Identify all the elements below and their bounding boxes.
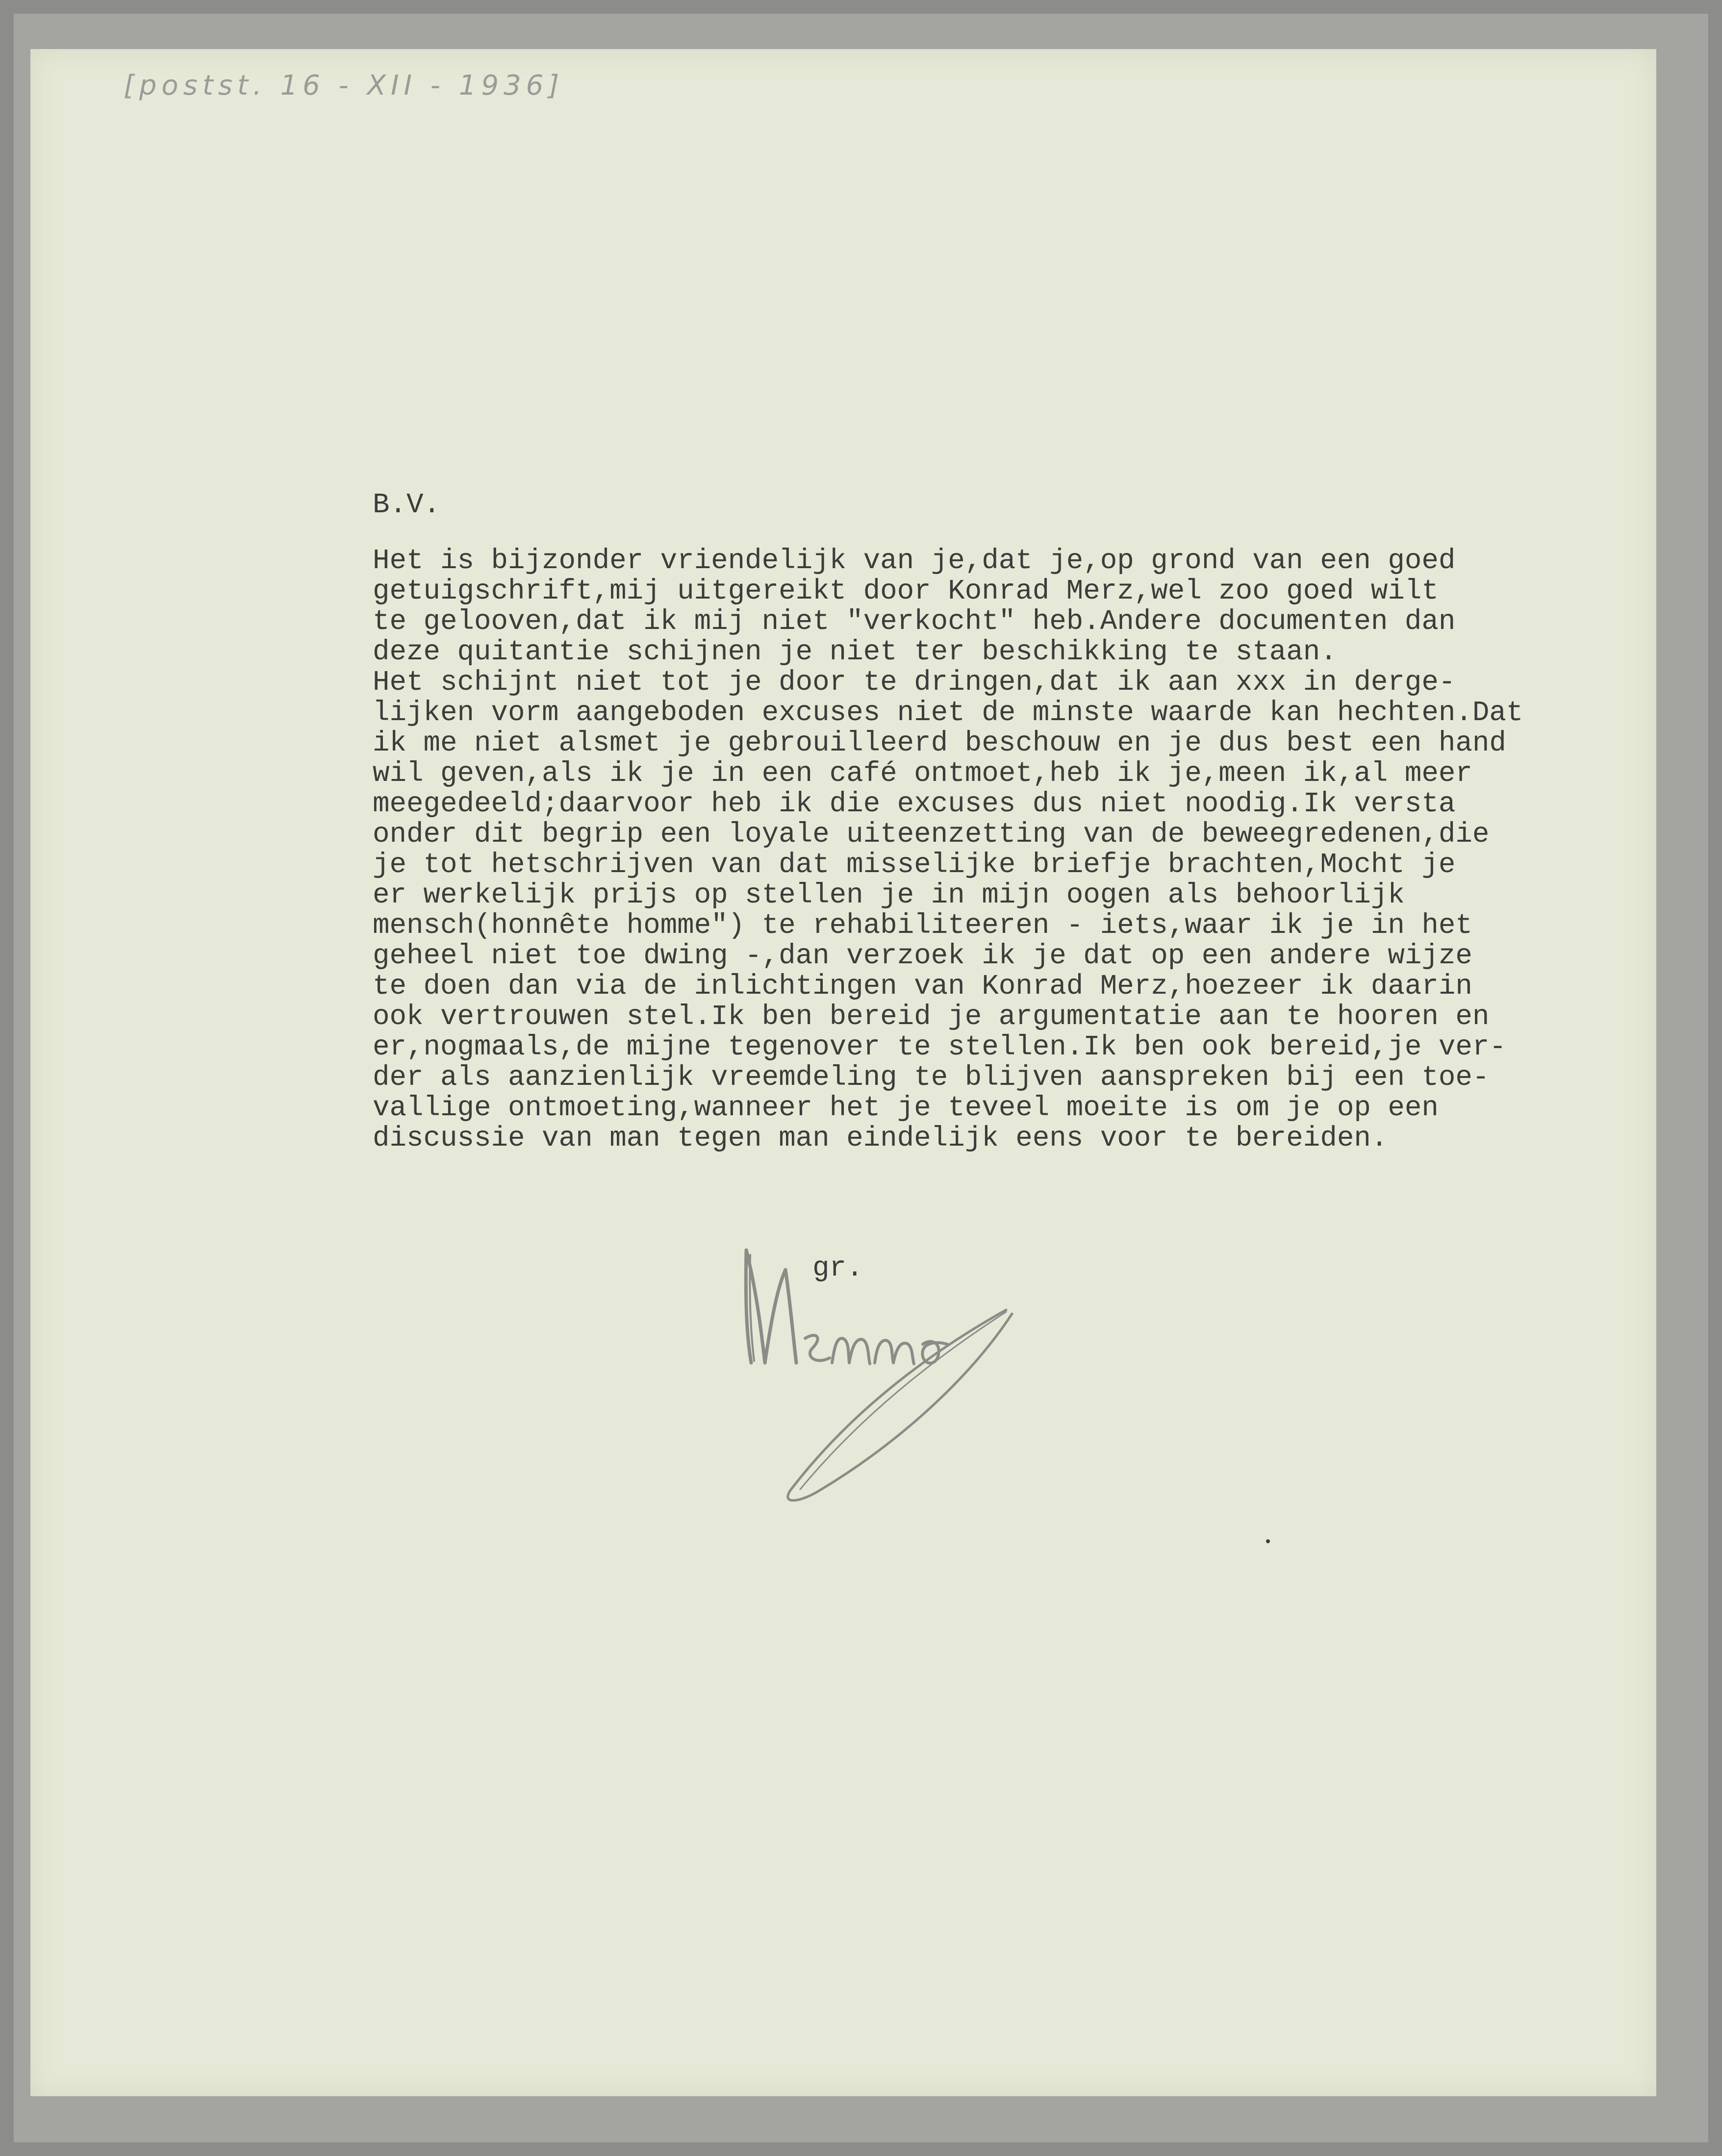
salutation: B.V. (373, 489, 441, 521)
ink-speck (1266, 1539, 1270, 1543)
letter-line: er werkelijk prijs op stellen je in mijn oogen als behoorlijk (373, 879, 1405, 911)
letter-line: er,nogmaals,de mijne tegenover te stellen.Ik ben ook bereid,je ver- (373, 1031, 1506, 1063)
letter-line: wil geven,als ik je in een café ontmoet,heb ik je,meen ik,al meer (373, 758, 1472, 790)
letter-line: vallige ontmoeting,wanneer het je teveel moeite is om je op een (373, 1092, 1439, 1124)
letter-body (373, 490, 1657, 1154)
letter-line: Het is bijzonder vriendelijk van je,dat je,op grond van een goed (373, 545, 1456, 577)
handwritten-signature (732, 1216, 1232, 1520)
letter-line: discussie van man tegen man eindelijk eens voor te bereiden. (373, 1123, 1388, 1154)
letter-line: te doen dan via de inlichtingen van Konrad Merz,hoezeer ik daarin (373, 971, 1472, 1003)
letter-line: mensch(honnête homme") te rehabiliteeren - iets,waar ik je in het (373, 910, 1472, 942)
letter-paragraph (373, 546, 1657, 1154)
letter-line: geheel niet toe dwing -,dan verzoek ik je dat op een andere wijze (373, 940, 1472, 972)
letter-line: te gelooven,dat ik mij niet "verkocht" heb.Andere documenten dan (373, 606, 1456, 638)
letter-line: je tot hetschrijven van dat misselijke briefje brachten,Mocht je (373, 849, 1456, 881)
letter-line: meegedeeld;daarvoor heb ik die excuses dus niet noodig.Ik versta (373, 788, 1456, 820)
closing-greeting: gr. (812, 1253, 863, 1284)
letter-line: ook vertrouwen stel.Ik ben bereid je argumentatie aan te hooren en (373, 1001, 1490, 1033)
letter-line: der als aanzienlijk vreemdeling te blijven aanspreken bij een toe- (373, 1062, 1490, 1094)
letter-page (30, 49, 1656, 2096)
letter-line: Het schijnt niet tot je door te dringen,dat ik aan xxx in derge- (373, 667, 1456, 699)
letter-line: deze quitantie schijnen je niet ter beschikking te staan. (373, 636, 1337, 668)
letter-line: lijken vorm aangeboden excuses niet de minste waarde kan hechten.Dat (373, 697, 1523, 729)
archival-pencil-note: [postst. 16 - XII - 1936] (124, 70, 564, 101)
letter-line: getuigschrift,mij uitgereikt door Konrad Merz,wel zoo goed wilt (373, 576, 1439, 607)
letter-line: onder dit begrip een loyale uiteenzetting van de beweegredenen,die (373, 819, 1490, 851)
letter-line: ik me niet alsmet je gebrouilleerd beschouw en je dus best een hand (373, 727, 1506, 759)
